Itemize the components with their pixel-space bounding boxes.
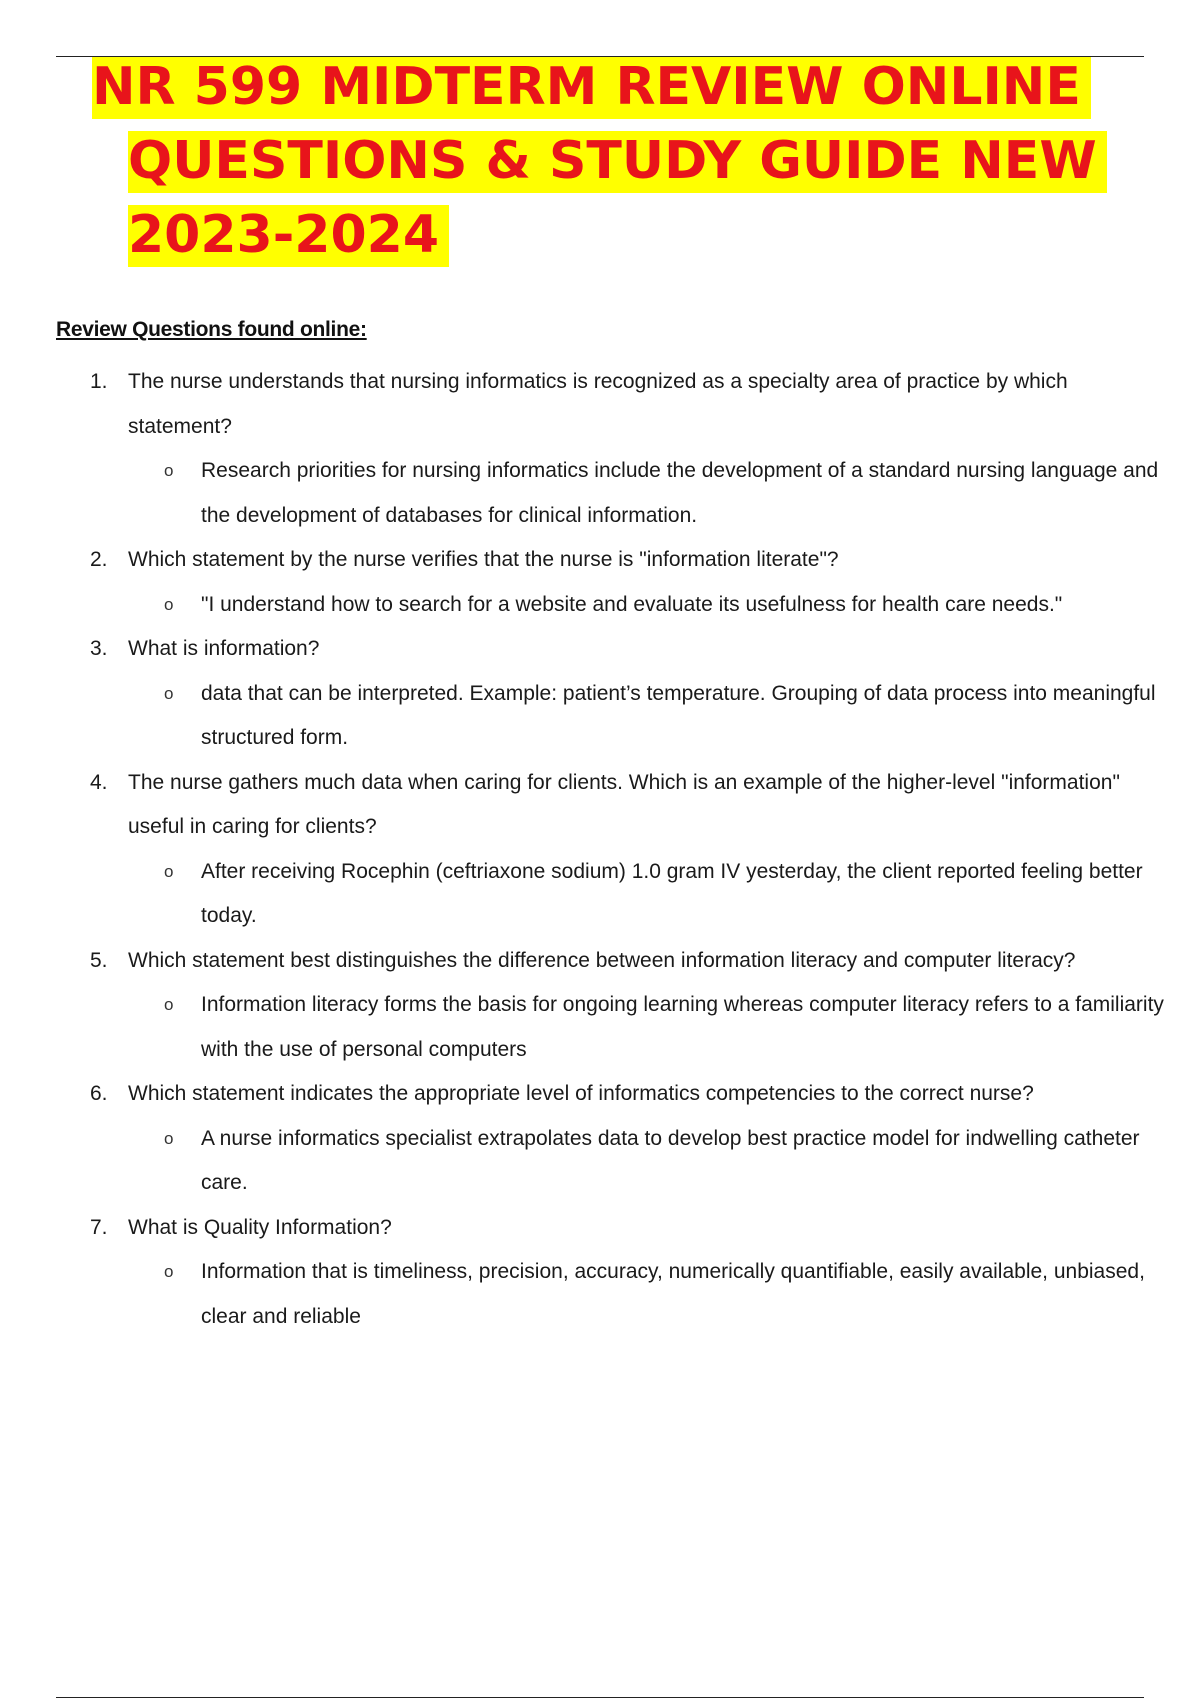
answer — [56, 850, 1166, 939]
answer — [56, 983, 1166, 1072]
answer-text: "I understand how to search for a website and evaluate its usefulness for health care needs." — [201, 592, 1063, 616]
answer-text: After receiving Rocephin (ceftriaxone sodium) 1.0 gram IV yesterday, the client reported feeling better today. — [201, 859, 1143, 927]
question-item — [56, 1072, 1166, 1206]
question-text: Which statement by the nurse verifies that the nurse is "information literate"? — [128, 548, 839, 571]
answer-text: Information that is timeliness, precision, accuracy, numerically quantifiable, easily available, unbiased, clear and reliable — [201, 1260, 1145, 1328]
question — [56, 538, 1166, 583]
question — [56, 761, 1166, 850]
bullet-icon: o — [164, 461, 174, 480]
answer-text: A nurse informatics specialist extrapolates data to develop best practice model for indwelling catheter care. — [201, 1126, 1140, 1194]
question-number: 1. — [90, 370, 108, 393]
question — [56, 1206, 1166, 1251]
question-item — [56, 939, 1166, 1073]
answer-text: Information literacy forms the basis for ongoing learning whereas computer literacy refers to a familiarity with the use of personal computers — [201, 993, 1164, 1061]
question-item — [56, 538, 1166, 627]
question-item — [56, 360, 1166, 538]
question-text: The nurse gathers much data when caring for clients. Which is an example of the higher-level "information" useful in caring for clients? — [128, 770, 1120, 838]
question-number: 3. — [90, 637, 108, 660]
question-number: 4. — [90, 770, 108, 794]
question-list — [56, 360, 1166, 1339]
question-text: The nurse understands that nursing informatics is recognized as a specialty area of practice by which statement? — [128, 370, 1068, 438]
question-item — [56, 627, 1166, 761]
section-heading: Review Questions found online: — [56, 318, 367, 341]
question — [56, 1072, 1166, 1117]
answer — [56, 1250, 1166, 1339]
bullet-icon: o — [164, 683, 174, 703]
title-line-1: NR 599 MIDTERM REVIEW ONLINE — [92, 57, 1091, 119]
title-line-3: 2023-2024 — [128, 205, 449, 267]
bullet-icon: o — [164, 1128, 174, 1148]
bullet-icon: o — [164, 1262, 174, 1281]
title-line-2: QUESTIONS & STUDY GUIDE NEW — [128, 131, 1107, 193]
document-title — [92, 50, 1152, 272]
question — [56, 360, 1166, 449]
answer-text: data that can be interpreted. Example: patient’s temperature. Grouping of data process into meaningful structured form. — [201, 681, 1156, 749]
answer — [56, 1117, 1166, 1206]
answer-text: Research priorities for nursing informatics include the development of a standard nursing language and the development of databases for clinical information. — [201, 459, 1159, 527]
question-text: What is information? — [128, 637, 320, 660]
question-text: Which statement best distinguishes the difference between information literacy and computer literacy? — [128, 948, 1076, 972]
question-item — [56, 761, 1166, 939]
bullet-icon: o — [164, 861, 174, 881]
bottom-rule — [56, 1697, 1144, 1698]
answer — [56, 449, 1166, 538]
question-number: 5. — [90, 948, 108, 972]
bullet-icon: o — [164, 594, 174, 614]
question-number: 7. — [90, 1215, 108, 1239]
question-item — [56, 1206, 1166, 1340]
question-number: 2. — [90, 548, 108, 571]
question-text: What is Quality Information? — [128, 1215, 392, 1239]
question-text: Which statement indicates the appropriate level of informatics competencies to the correct nurse? — [128, 1082, 1034, 1105]
question — [56, 627, 1166, 672]
question — [56, 939, 1166, 984]
answer — [56, 583, 1166, 628]
question-number: 6. — [90, 1082, 108, 1105]
bullet-icon: o — [164, 995, 174, 1014]
answer — [56, 672, 1166, 761]
